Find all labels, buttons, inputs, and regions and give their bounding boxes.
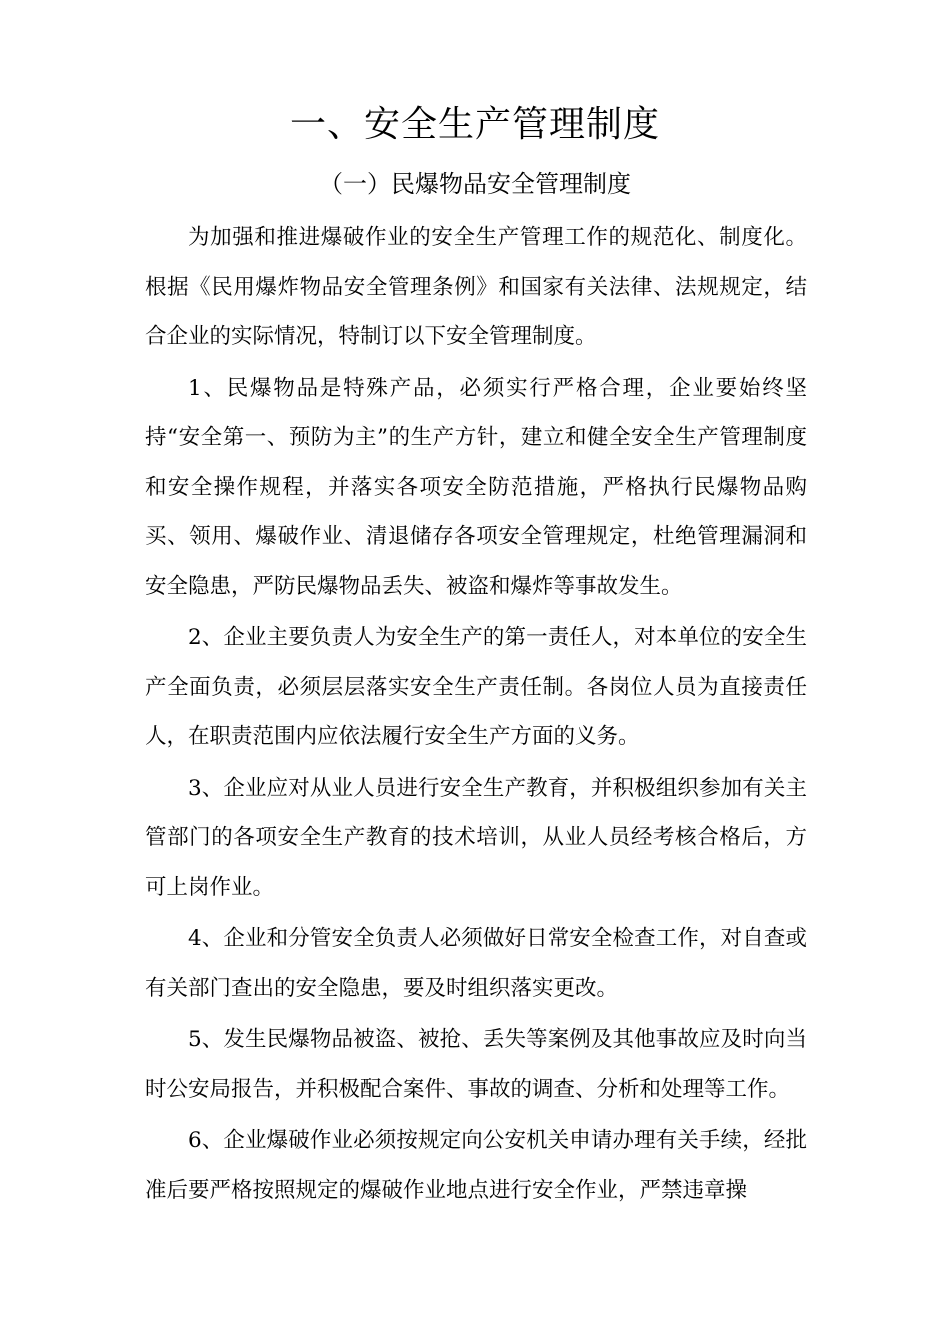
rule-paragraph-1: 1、民爆物品是特殊产品，必须实行严格合理，企业要始终坚持“安全第一、预防为主”的生产方针，建立和健全安全生产管理制度和安全操作规程，并落实各项安全防范措施，严格执行民爆物品购买、领用、爆破作业、清退储存各项安全管理规定，杜绝管理漏洞和安全隐患，严防民爆物品丢失、被盗和爆炸等事故发生。 [145, 375, 807, 599]
intro-paragraph: 为加强和推进爆破作业的安全生产管理工作的规范化、制度化。根据《民用爆炸物品安全管理条例》和国家有关法律、法规规定，结合企业的实际情况，特制订以下安全管理制度。 [145, 225, 807, 349]
rule-paragraph-4: 4、企业和分管安全负责人必须做好日常安全检查工作，对自查或有关部门查出的安全隐患，要及时组织落实更改。 [145, 926, 807, 1001]
document-body [145, 213, 807, 1223]
rule-paragraph-6: 6、企业爆破作业必须按规定向公安机关申请办理有关手续，经批准后要严格按照规定的爆破作业地点进行安全作业，严禁违章操 [145, 1128, 807, 1203]
rule-paragraph-3: 3、企业应对从业人员进行安全生产教育，并积极组织参加有关主管部门的各项安全生产教育的技术培训，从业人员经考核合格后，方可上岗作业。 [145, 775, 807, 900]
rule-paragraph-5: 5、发生民爆物品被盗、被抢、丢失等案例及其他事故应及时向当时公安局报告，并积极配合案件、事故的调查、分析和处理等工作。 [145, 1027, 807, 1102]
section-subtitle: （一）民爆物品安全管理制度 [319, 170, 631, 198]
page-title: 一、安全生产管理制度 [289, 104, 660, 145]
rule-paragraph-2: 2、企业主要负责人为安全生产的第一责任人，对本单位的安全生产全面负责，必须层层落实安全生产责任制。各岗位人员为直接责任人，在职责范围内应依法履行安全生产方面的义务。 [145, 625, 807, 749]
